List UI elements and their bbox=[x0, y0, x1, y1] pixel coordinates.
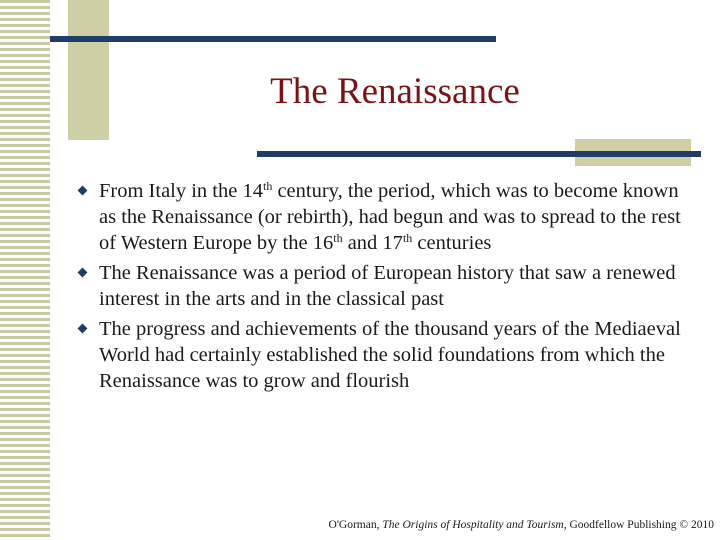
diamond-bullet-icon bbox=[78, 186, 88, 196]
title-rule-top bbox=[50, 36, 496, 42]
bullet-text: The Renaissance was a period of European history that saw a renewed interest in the arts and in the classical past bbox=[99, 262, 676, 310]
bullet-text: From Italy in the 14th century, the period, which was to become known as the Renaissance (or rebirth), had begun and was to spread to the rest of Western Europe by the 16th and 17th centuries bbox=[99, 179, 681, 254]
bullet-list bbox=[78, 178, 690, 398]
slide-title: The Renaissance bbox=[270, 71, 520, 112]
bullet-item bbox=[78, 260, 690, 312]
striped-margin-decoration bbox=[0, 0, 50, 540]
title-rule-bottom bbox=[257, 151, 701, 157]
bullet-item bbox=[78, 316, 690, 394]
bullet-item bbox=[78, 178, 690, 256]
diamond-bullet-icon bbox=[78, 268, 88, 278]
decorative-block-top-left bbox=[68, 0, 109, 140]
citation: O'Gorman, The Origins of Hospitality and Tourism, Goodfellow Publishing © 2010 bbox=[328, 519, 714, 531]
diamond-bullet-icon bbox=[78, 324, 88, 334]
bullet-text: The progress and achievements of the thousand years of the Mediaeval World had certainly established the solid foundations from which the Renaissance was to grow and flourish bbox=[99, 318, 681, 392]
